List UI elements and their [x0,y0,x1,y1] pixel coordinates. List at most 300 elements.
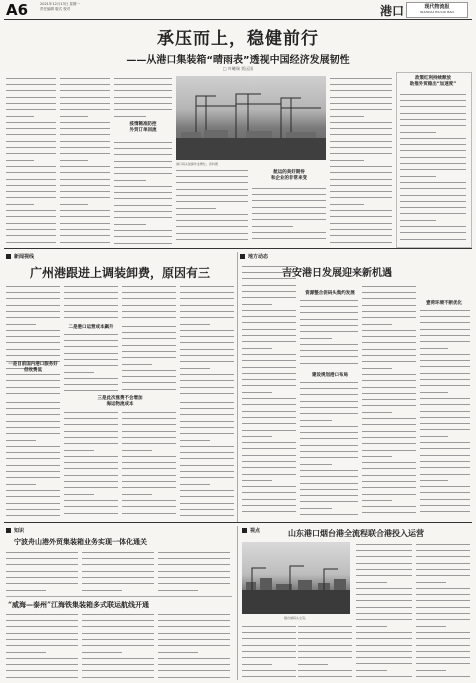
text-line [420,310,470,315]
text-line [158,639,230,644]
text-line [300,426,358,431]
text-line [362,399,416,404]
text-line [158,626,230,631]
text-column [158,612,230,678]
text-line [362,506,416,511]
text-line [252,213,326,218]
text-line [180,298,234,303]
text-line [6,458,60,463]
text-line [180,374,234,379]
text-line [60,109,110,114]
text-line [114,148,172,153]
text-line [300,451,358,456]
text-line [6,639,78,644]
text-line [60,97,110,102]
text-line [158,558,230,563]
text-line [6,147,56,152]
text-line [158,658,230,663]
text-line [60,185,110,190]
text-line [362,431,416,436]
text-line [64,311,118,316]
text-line [122,338,176,343]
text-line [252,219,326,224]
text-line [330,122,392,127]
text-line [122,332,176,337]
text-line [330,116,364,121]
text-line [64,481,118,486]
text-line [82,633,154,638]
text-line [114,180,146,185]
text-line [60,128,110,133]
text-line [362,405,416,410]
text-line [242,278,296,283]
text-line [114,192,172,197]
text-line [420,505,470,510]
text-line [122,437,176,442]
text-line [416,569,470,574]
text-line [122,500,176,505]
text-line [64,334,118,339]
text-line [400,226,466,231]
text-line [400,201,466,206]
text-line [416,544,470,549]
text-line [122,345,176,350]
text-line [176,214,248,219]
text-column [82,550,154,594]
text-line [64,378,118,383]
text-line [6,583,78,588]
text-line [6,626,78,631]
text-line [6,116,34,121]
text-line [420,436,448,441]
text-line [400,195,466,200]
text-line [298,645,352,650]
text-line [6,408,60,413]
text-line [252,188,326,193]
text-line [176,195,248,200]
text-line [416,676,470,678]
text-line [400,144,466,149]
text-line [362,330,416,335]
text-line [180,452,234,457]
text-line [420,417,470,422]
jian-subhead-c: 壹荷环境不断优化 [426,301,462,306]
text-line [82,571,154,576]
text-line [356,670,387,675]
text-line [6,515,60,518]
text-line [420,474,470,479]
text-line [420,392,448,397]
text-line [420,366,470,371]
text-line [176,208,216,213]
text-line [114,217,172,222]
text-line [300,312,358,317]
text-line [6,128,56,133]
text-line [420,335,470,340]
text-line [362,368,392,373]
text-line [242,499,296,504]
text-line [114,243,172,244]
text-column [362,284,416,518]
text-line [180,349,234,354]
text-line [356,663,412,668]
text-line [64,390,118,394]
text-line [362,468,416,473]
text-line [242,480,272,485]
text-line [122,456,176,461]
text-line [60,147,110,152]
text-line [82,552,154,557]
text-line [242,392,272,397]
text-column [114,76,172,118]
text-column [176,168,248,244]
text-line [6,172,56,177]
text-line [6,179,56,184]
text-line [420,511,470,516]
text-column [300,380,358,518]
text-line [242,442,296,447]
text-line [6,78,56,83]
text-line [242,291,296,296]
text-line [6,342,60,347]
text-line [60,197,110,202]
text-line [242,272,296,277]
text-line [330,235,392,240]
text-line [82,652,122,657]
text-line [158,645,230,650]
text-line [122,494,152,499]
text-line [6,191,56,196]
text-line [300,476,358,481]
text-line [114,84,172,89]
text-line [82,645,154,650]
text-line [420,429,470,434]
text-line [122,450,152,455]
text-column [242,264,296,518]
text-line [242,492,296,497]
text-line [6,305,60,310]
text-line [6,564,78,569]
dateline [40,2,80,12]
text-line [6,614,78,619]
text-line [6,421,60,426]
text-line [6,286,60,291]
text-column [242,624,296,678]
text-line [242,310,296,315]
section-rule [4,522,472,523]
text-line [60,191,110,196]
text-line [330,141,392,146]
text-line [122,364,152,369]
text-line [330,242,392,244]
text-line [400,176,436,181]
text-line [158,670,230,675]
text-line [416,663,470,668]
text-line [242,348,272,353]
text-line [114,90,172,95]
text-line [6,552,78,557]
text-line [64,365,118,370]
jian-subhead-b: 建设规划港口布局 [312,373,348,378]
text-column [64,410,118,518]
text-line [114,116,146,118]
text-line [242,626,296,631]
text-line [64,359,118,364]
text-line [242,285,296,290]
text-line [356,600,412,605]
text-line [330,172,392,177]
text-line [60,160,88,165]
text-line [242,335,296,340]
text-line [362,380,416,385]
text-line [6,235,56,240]
text-column [330,76,392,244]
text-column [416,542,470,678]
text-line [180,446,234,451]
text-line [356,632,412,637]
text-line [180,311,234,316]
text-line [252,207,326,212]
section-tag-knowledge: 知识 [6,527,24,534]
text-line [122,311,176,316]
text-line [298,676,352,678]
text-line [400,150,466,155]
text-line [6,440,36,445]
text-line [60,84,110,89]
text-line [300,344,358,349]
text-line [420,354,470,359]
text-line [6,336,60,341]
text-line [180,465,234,470]
text-line [60,153,110,158]
text-line [6,393,60,396]
text-line [64,424,118,429]
text-line [180,408,234,413]
text-line [122,357,176,362]
text-line [362,324,392,329]
text-line [362,305,416,310]
text-line [356,651,412,656]
text-line [6,216,56,221]
text-line [400,125,466,130]
text-line [362,361,416,366]
text-column [420,308,470,518]
text-line [180,380,234,385]
text-line [300,319,358,324]
text-line [6,670,78,675]
text-line [114,161,172,166]
text-line [242,266,296,271]
text-line [6,496,60,501]
text-column [122,284,176,320]
text-line [242,657,296,662]
text-line [158,590,198,594]
text-line [330,103,392,108]
text-line [176,182,248,187]
text-line [114,236,172,241]
text-line [298,664,328,669]
text-column [6,284,60,396]
text-line [180,330,234,335]
lead-kicker-2: 航运的美好期待 和企业的非常来变 [271,170,307,181]
text-column [180,400,234,518]
text-column [64,332,118,394]
text-line [242,316,296,321]
page-number: A6 [6,1,29,19]
brand-name: 现代物流报 [424,4,450,10]
text-line [114,109,172,114]
text-line [242,373,296,378]
text-line [420,341,470,346]
text-line [242,474,296,479]
text-line [180,421,234,426]
text-line [122,389,176,394]
text-line [420,411,470,416]
text-line [6,652,46,657]
text-line [420,379,470,384]
text-line [122,475,176,480]
text-line [114,78,172,83]
text-line [114,230,172,235]
text-line [176,170,248,175]
text-line [362,292,416,297]
text-line [400,106,466,111]
text-line [300,350,358,355]
text-line [356,613,412,618]
text-line [6,677,78,678]
text-line [300,331,358,336]
text-line [180,336,234,341]
section-tag-news: 新闻视线 [6,253,34,260]
text-line [180,484,210,489]
port-skyline [242,542,350,614]
text-line [242,670,296,675]
column-divider [237,252,238,522]
text-column [6,612,78,678]
text-line [400,94,466,99]
text-line [330,128,392,133]
text-line [6,433,60,438]
text-line [180,490,234,495]
text-line [64,317,118,320]
text-line [362,311,416,316]
text-line [114,97,172,102]
text-column [82,612,154,678]
text-line [420,467,470,472]
text-line [300,394,358,399]
text-line [6,141,56,146]
yantai-photo-caption: 烟台港码头全景。 [283,616,308,620]
text-line [6,223,56,228]
text-line [242,461,296,466]
text-line [400,182,466,187]
text-line [6,387,60,392]
text-line [60,223,110,228]
text-line [122,292,176,297]
text-line [6,477,60,482]
text-line [114,173,172,178]
text-line [416,563,470,568]
text-line [122,487,176,492]
guangzhou-headline: 广州港跟进上调装卸费，原因有三 [30,266,211,280]
text-line [6,380,60,385]
text-line [6,490,60,495]
text-line [6,166,56,171]
weihai-headline: “威海—泰州”江海铁集装箱多式联运航线开通 [8,600,150,609]
text-line [300,388,358,393]
text-line [60,235,110,240]
text-line [6,414,60,419]
text-line [82,577,154,582]
text-line [242,297,296,302]
text-line [356,594,412,599]
text-line [242,511,296,516]
text-column [122,410,176,518]
text-line [176,201,248,206]
text-line [416,582,446,587]
text-line [158,552,230,557]
text-line [176,189,248,194]
text-line [6,571,78,576]
text-line [400,157,466,162]
text-line [416,600,470,605]
text-line [362,286,416,291]
text-line [6,645,78,650]
text-line [60,204,88,209]
jian-subhead-a: 资源整合促码头集约发展 [305,291,355,296]
text-line [420,448,470,453]
text-line [180,440,210,445]
text-line [300,445,358,450]
text-line [400,207,466,212]
text-line [114,211,172,216]
text-line [362,462,416,467]
text-line [6,84,56,89]
section-tag-local: 地方动态 [240,253,268,260]
text-line [60,172,110,177]
lead-byline: □ 叶曦瑞 贾远国 [222,66,254,71]
text-line [180,509,234,514]
text-line [60,90,110,95]
text-line [242,367,296,372]
text-column [400,92,466,242]
text-line [242,360,296,365]
text-line [420,373,470,378]
text-line [60,134,110,139]
text-line [6,122,56,127]
text-line [416,588,470,593]
text-line [176,233,248,238]
text-line [242,398,296,403]
text-line [122,382,176,387]
guangzhou-subhead-c: 三是此次涨费不会增加 海运物流成本 [97,396,143,407]
text-line [114,103,172,108]
text-line [6,109,56,114]
text-line [158,583,230,588]
text-line [362,494,416,499]
text-line [362,424,416,429]
text-column [114,140,172,244]
text-column [158,550,230,594]
text-line [252,232,326,237]
column-divider [237,526,238,680]
text-line [356,588,412,593]
text-line [300,413,358,418]
jian-headline: 吉安港日发展迎来新机遇 [282,268,392,279]
text-line [6,160,34,165]
header-rule [4,19,472,20]
text-line [242,411,296,416]
